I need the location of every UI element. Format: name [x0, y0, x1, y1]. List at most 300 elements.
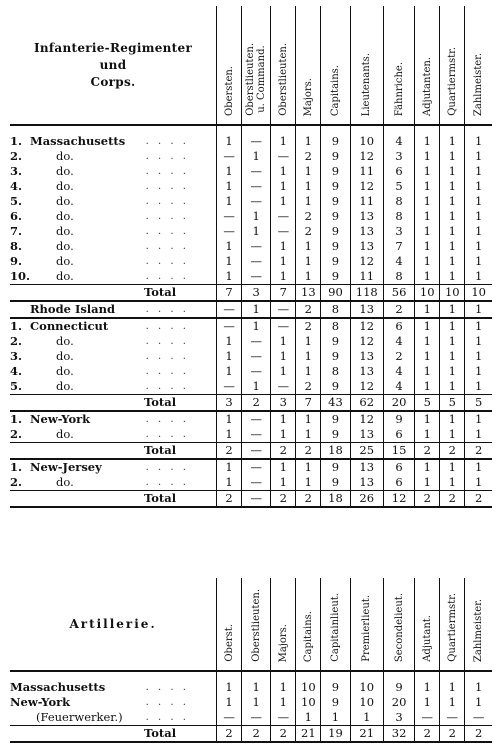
table-row: [10, 364, 492, 379]
row-number: 5.: [10, 379, 23, 393]
total-label: Total: [10, 395, 217, 412]
row-number: 1.: [10, 460, 23, 474]
table-cell: 1: [465, 427, 492, 443]
row-name: [10, 695, 146, 710]
table-cell: 9: [321, 239, 350, 254]
row-name: [10, 710, 146, 726]
row-name: [10, 254, 146, 269]
leader-dots: . . . .: [145, 166, 189, 177]
row-label: do.: [56, 364, 74, 378]
leader-dots: . . . .: [146, 301, 217, 318]
table-cell: —: [271, 301, 296, 318]
total-cell: 56: [383, 285, 414, 302]
table-cell: 9: [321, 254, 350, 269]
leader-dots: . . . .: [145, 429, 189, 440]
total-cell: 18: [321, 491, 350, 508]
total-cell: 3: [242, 285, 271, 302]
total-cell: 21: [296, 726, 321, 743]
leader-dots: . . . .: [145, 181, 189, 192]
table-cell: 1: [415, 179, 440, 194]
row-label: do.: [56, 427, 74, 441]
table-cell: 11: [350, 194, 383, 209]
leader-dots: . . . .: [145, 366, 189, 377]
total-cell: 21: [350, 726, 383, 743]
row-name: [10, 334, 146, 349]
table-cell: 2: [383, 349, 414, 364]
total-cell: 10: [415, 285, 440, 302]
table-row: [10, 695, 492, 710]
table-cell: 10: [350, 671, 383, 695]
col-header: [242, 578, 271, 671]
leader-dots: . . . .: [145, 351, 189, 362]
col-header: [217, 6, 242, 125]
table-cell: 1: [296, 179, 321, 194]
row-name: [10, 164, 146, 179]
col-header-label: Capitains.: [329, 64, 341, 116]
leader-dots: . . . .: [145, 321, 189, 332]
table-cell: 1: [415, 254, 440, 269]
table-row: [10, 164, 492, 179]
table-cell: 12: [350, 318, 383, 334]
table-cell: 1: [415, 364, 440, 379]
table-cell: 1: [271, 475, 296, 491]
row-label: do.: [56, 164, 74, 178]
total-cell: 2: [440, 443, 465, 460]
table-cell: 1: [296, 254, 321, 269]
table-cell: 1: [415, 411, 440, 427]
table-cell: 1: [465, 671, 492, 695]
table-cell: 1: [217, 364, 242, 379]
table-cell: 1: [465, 364, 492, 379]
total-cell: 2: [440, 726, 465, 743]
table-cell: 9: [321, 224, 350, 239]
table-cell: 12: [350, 254, 383, 269]
total-cell: 2: [242, 726, 271, 743]
total-cell: 2: [217, 491, 242, 508]
table-cell: —: [271, 379, 296, 395]
table-cell: 9: [321, 209, 350, 224]
table-cell: 1: [465, 209, 492, 224]
leader-dots: . . . .: [145, 697, 189, 708]
row-name: [10, 349, 146, 364]
row-number: 8.: [10, 239, 23, 253]
row-number: 10.: [10, 269, 31, 283]
table-cell: 1: [440, 695, 465, 710]
table-cell: 1: [440, 239, 465, 254]
table-cell: 13: [350, 475, 383, 491]
table-cell: 2: [296, 318, 321, 334]
col-header-label: Capitainlieut.: [329, 593, 341, 662]
table-cell: —: [242, 164, 271, 179]
row-label: do.: [56, 224, 74, 238]
table-cell: 1: [242, 301, 271, 318]
table-cell: 9: [383, 411, 414, 427]
row-label: do.: [56, 149, 74, 163]
total-cell: 7: [296, 395, 321, 412]
leader-dots: . . . .: [145, 241, 189, 252]
table-cell: 13: [350, 301, 383, 318]
row-number: 1.: [10, 134, 23, 148]
table-cell: —: [465, 710, 492, 726]
row-name: [10, 364, 146, 379]
table-cell: 8: [321, 364, 350, 379]
total-cell: 2: [415, 491, 440, 508]
table-cell: 1: [271, 194, 296, 209]
table-cell: —: [242, 475, 271, 491]
row-name: [10, 149, 146, 164]
total-cell: 7: [217, 285, 242, 302]
row-name: [10, 179, 146, 194]
table-cell: 1: [296, 125, 321, 149]
total-cell: 2: [217, 726, 242, 743]
table-cell: —: [271, 209, 296, 224]
artillery-table: [10, 578, 492, 743]
table-cell: 1: [242, 149, 271, 164]
row-label: do.: [56, 269, 74, 283]
leader-dots: . . . .: [145, 196, 189, 207]
table-cell: 1: [465, 349, 492, 364]
table-cell: 9: [321, 459, 350, 475]
table-cell: —: [242, 239, 271, 254]
table-cell: 1: [217, 269, 242, 285]
table-row: [10, 411, 492, 427]
table-cell: 1: [440, 194, 465, 209]
row-name: [10, 301, 146, 318]
table-cell: 1: [296, 475, 321, 491]
total-cell: 2: [242, 395, 271, 412]
table-cell: 1: [440, 349, 465, 364]
table-cell: 1: [465, 695, 492, 710]
table-cell: 1: [440, 209, 465, 224]
artillery-body: [10, 671, 492, 742]
table-cell: 1: [271, 364, 296, 379]
col-header-label: Oberstlieuten.: [250, 589, 262, 662]
table-cell: 6: [383, 475, 414, 491]
table-row: [10, 318, 492, 334]
table-cell: —: [242, 710, 271, 726]
row-name: [10, 239, 146, 254]
table-cell: 1: [415, 269, 440, 285]
row-label: Rhode Island: [30, 302, 116, 316]
table-cell: 1: [440, 224, 465, 239]
row-label: do.: [56, 209, 74, 223]
total-cell: 2: [271, 443, 296, 460]
table-cell: 2: [296, 209, 321, 224]
table-cell: 8: [321, 318, 350, 334]
col-header: [217, 578, 242, 671]
table-cell: 1: [465, 269, 492, 285]
table-cell: 1: [440, 269, 465, 285]
col-header-label: Majors.: [302, 77, 314, 116]
table-cell: 3: [383, 710, 414, 726]
col-header: [440, 578, 465, 671]
total-cell: 90: [321, 285, 350, 302]
table-cell: 13: [350, 209, 383, 224]
row-name: [10, 125, 146, 149]
row-name: [10, 224, 146, 239]
table-cell: 11: [350, 269, 383, 285]
table-cell: 1: [465, 149, 492, 164]
total-cell: 2: [217, 443, 242, 460]
leader-dots: . . . .: [145, 211, 189, 222]
table-cell: —: [242, 459, 271, 475]
table-cell: 1: [465, 318, 492, 334]
table-cell: 1: [440, 379, 465, 395]
table-cell: 1: [465, 475, 492, 491]
table-cell: —: [242, 269, 271, 285]
table-row: [10, 239, 492, 254]
table-cell: —: [217, 224, 242, 239]
total-cell: 2: [465, 443, 492, 460]
table-cell: 1: [296, 349, 321, 364]
table-cell: 1: [296, 427, 321, 443]
row-label: do.: [56, 179, 74, 193]
table-cell: 1: [465, 224, 492, 239]
col-header: [271, 578, 296, 671]
table-row: [10, 254, 492, 269]
table-cell: 1: [217, 334, 242, 349]
row-number: 1.: [10, 412, 23, 426]
row-name: [10, 475, 146, 491]
table-cell: 1: [271, 411, 296, 427]
leader-dots: . . . .: [145, 712, 189, 723]
table-cell: 1: [415, 695, 440, 710]
table-cell: 9: [321, 194, 350, 209]
table-cell: 8: [321, 301, 350, 318]
row-label: do.: [56, 254, 74, 268]
total-cell: —: [242, 443, 271, 460]
table-cell: 6: [383, 459, 414, 475]
row-number: 4.: [10, 364, 23, 378]
table-cell: 13: [350, 224, 383, 239]
table-cell: 2: [383, 301, 414, 318]
table-cell: 4: [383, 125, 414, 149]
row-name: [10, 318, 146, 334]
table-cell: 1: [415, 164, 440, 179]
row-label: New-York: [30, 412, 91, 426]
table-cell: 1: [440, 149, 465, 164]
table-cell: 9: [321, 427, 350, 443]
table-cell: 12: [350, 411, 383, 427]
col-header: [321, 6, 350, 125]
table-cell: —: [217, 301, 242, 318]
table-cell: 5: [383, 179, 414, 194]
row-number: 1.: [10, 319, 23, 333]
table-cell: 1: [242, 671, 271, 695]
table-cell: 1: [296, 411, 321, 427]
table-cell: 1: [271, 254, 296, 269]
table-cell: 1: [296, 334, 321, 349]
table-row: [10, 179, 492, 194]
row-label: Connecticut: [30, 319, 109, 333]
col-header-label: Oberstlieuten. u. Command.: [245, 43, 268, 116]
table-cell: 1: [415, 301, 440, 318]
table-cell: 9: [383, 671, 414, 695]
table-row: [10, 427, 492, 443]
leader-dots: . . . .: [145, 381, 189, 392]
table-row: [10, 459, 492, 475]
col-header: [465, 6, 492, 125]
table-cell: 1: [217, 179, 242, 194]
table-cell: 1: [271, 349, 296, 364]
total-cell: 19: [321, 726, 350, 743]
col-header: [242, 6, 271, 125]
table-cell: 1: [217, 671, 242, 695]
row-label: do.: [56, 194, 74, 208]
total-cell: 20: [383, 395, 414, 412]
table-cell: 1: [465, 179, 492, 194]
table-cell: —: [242, 125, 271, 149]
row-number: 4.: [10, 179, 23, 193]
col-header-label: Oberst.: [223, 624, 235, 662]
table-cell: 1: [415, 349, 440, 364]
leader-dots: . . . .: [145, 226, 189, 237]
col-header-label: Fähnriche.: [393, 61, 405, 116]
col-header-label: Zahlmeister.: [473, 598, 485, 662]
table-cell: 3: [383, 149, 414, 164]
table-cell: 10: [296, 695, 321, 710]
table-cell: 1: [440, 334, 465, 349]
table-cell: 3: [383, 224, 414, 239]
table-cell: 6: [383, 164, 414, 179]
table-cell: 1: [296, 459, 321, 475]
row-label: do.: [56, 379, 74, 393]
table-cell: 9: [321, 411, 350, 427]
table-cell: 1: [242, 695, 271, 710]
total-label: Total: [10, 491, 217, 508]
table-cell: 10: [350, 125, 383, 149]
row-name: [10, 427, 146, 443]
row-label: (Feuerwerker.): [36, 710, 123, 724]
table-row: [10, 125, 492, 149]
table-cell: 1: [296, 364, 321, 379]
table-cell: 1: [217, 194, 242, 209]
total-cell: 13: [296, 285, 321, 302]
total-cell: 12: [383, 491, 414, 508]
table-cell: 1: [415, 209, 440, 224]
col-header: [415, 6, 440, 125]
total-row: [10, 395, 492, 412]
total-cell: 2: [465, 726, 492, 743]
table-cell: 1: [440, 318, 465, 334]
row-number: 3.: [10, 164, 23, 178]
table-row: [10, 671, 492, 695]
table-cell: 1: [465, 194, 492, 209]
total-cell: 2: [271, 491, 296, 508]
col-header: [350, 578, 383, 671]
row-label: Massachusetts: [10, 680, 106, 694]
table-cell: 1: [217, 459, 242, 475]
total-cell: 3: [217, 395, 242, 412]
table-cell: 10: [350, 695, 383, 710]
table-cell: 12: [350, 379, 383, 395]
table-cell: 1: [415, 334, 440, 349]
total-cell: 32: [383, 726, 414, 743]
total-cell: 26: [350, 491, 383, 508]
table-cell: —: [217, 209, 242, 224]
row-number: 3.: [10, 349, 23, 363]
col-header-label: Quartiermstr.: [446, 593, 458, 662]
table-cell: 1: [217, 475, 242, 491]
total-cell: 2: [296, 443, 321, 460]
table-cell: —: [440, 710, 465, 726]
total-cell: 10: [440, 285, 465, 302]
table-cell: 20: [383, 695, 414, 710]
col-header-label: Premierlieut.: [361, 595, 373, 662]
col-header-label: Adjutant.: [421, 615, 433, 662]
total-row: [10, 285, 492, 302]
table-cell: —: [242, 334, 271, 349]
row-number: 2.: [10, 427, 23, 441]
table-cell: 9: [321, 149, 350, 164]
table-cell: 7: [383, 239, 414, 254]
col-header-label: Zahlmeister.: [473, 52, 485, 116]
table-cell: 10: [296, 671, 321, 695]
col-header-label: Quartiermstr.: [446, 47, 458, 116]
table-cell: 1: [217, 411, 242, 427]
table-cell: 1: [321, 710, 350, 726]
table-cell: 1: [217, 695, 242, 710]
total-cell: 2: [296, 491, 321, 508]
total-row: [10, 726, 492, 743]
total-cell: 5: [465, 395, 492, 412]
total-cell: 5: [415, 395, 440, 412]
table-cell: 1: [465, 164, 492, 179]
table-cell: 13: [350, 459, 383, 475]
table-cell: 1: [440, 125, 465, 149]
col-header-label: Secondelieut.: [393, 592, 405, 662]
leader-dots: . . . .: [145, 151, 189, 162]
table-cell: 9: [321, 475, 350, 491]
table-cell: 9: [321, 164, 350, 179]
table-cell: 1: [271, 695, 296, 710]
col-header-label: Lieutenants.: [361, 52, 373, 116]
table-cell: 1: [217, 254, 242, 269]
table-row: [10, 149, 492, 164]
col-header-label: Capitains.: [302, 610, 314, 662]
row-name: [10, 411, 146, 427]
table-cell: 1: [271, 459, 296, 475]
table-cell: 1: [440, 164, 465, 179]
row-label: Massachusetts: [30, 134, 126, 148]
row-label: New-York: [10, 695, 71, 709]
table-cell: 11: [350, 164, 383, 179]
table-cell: 1: [415, 224, 440, 239]
table-cell: 1: [440, 254, 465, 269]
table-cell: 1: [296, 239, 321, 254]
row-label: New-Jersey: [30, 460, 102, 474]
row-label: do.: [56, 239, 74, 253]
total-cell: 18: [321, 443, 350, 460]
total-cell: 10: [465, 285, 492, 302]
total-cell: 2: [271, 726, 296, 743]
table-row: [10, 334, 492, 349]
total-row: [10, 443, 492, 460]
table-cell: 1: [465, 379, 492, 395]
table-cell: 1: [465, 301, 492, 318]
table-cell: 1: [415, 459, 440, 475]
table-cell: 1: [465, 334, 492, 349]
total-cell: 2: [440, 491, 465, 508]
leader-dots: . . . .: [145, 136, 189, 147]
leader-dots: . . . .: [145, 462, 189, 473]
row-name: [10, 379, 146, 395]
table-cell: 1: [465, 459, 492, 475]
table-cell: —: [217, 379, 242, 395]
total-cell: 2: [415, 443, 440, 460]
table-cell: 1: [242, 318, 271, 334]
total-cell: —: [242, 491, 271, 508]
